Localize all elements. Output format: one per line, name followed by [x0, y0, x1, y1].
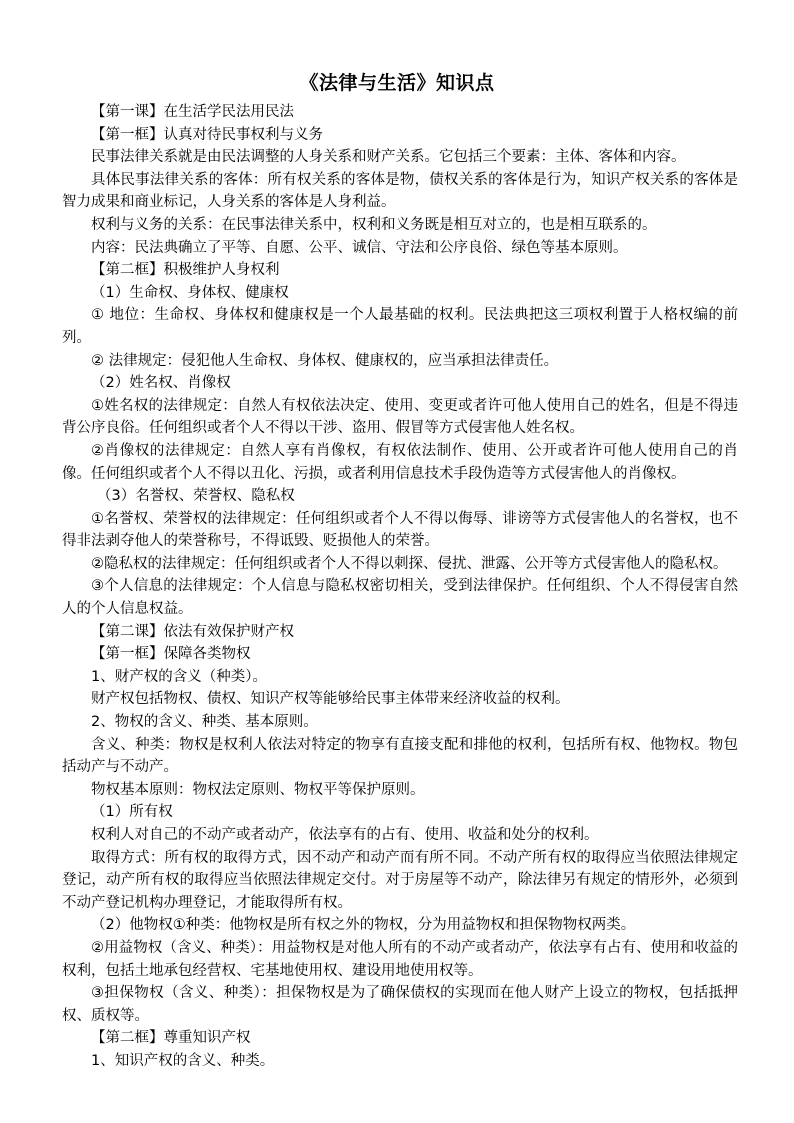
- paragraph: （2）他物权①种类：他物权是所有权之外的物权，分为用益物权和担保物物权两类。: [91, 917, 636, 934]
- paragraph: 【第二课】依法有效保护财产权: [91, 623, 294, 640]
- paragraph: 2、物权的含义、种类、基本原则。: [91, 714, 318, 731]
- paragraph: （1）所有权: [91, 804, 173, 821]
- paragraph: ① 地位：生命权、身体权和健康权是一个人最基础的权利。民法典把这三项权利置于人格权编的前列。: [62, 307, 738, 346]
- paragraph: 【第一课】在生活学民法用民法: [91, 104, 294, 120]
- paragraph: ②肖像权的法律规定：自然人享有肖像权，有权依法制作、使用、公开或者许可他人使用自己的肖像。任何组织或者个人不得以丑化、污损，或者利用信息技术手段伪造等方式侵害他人的肖像权。: [62, 442, 738, 482]
- paragraph: 物权基本原则：物权法定原则、物权平等保护原则。: [91, 781, 425, 798]
- paragraph: ② 法律规定：侵犯他人生命权、身体权、健康权的，应当承担法律责任。: [91, 352, 559, 369]
- paragraph: 含义、种类：物权是权利人依法对特定的物享有直接支配和排他的权利，包括所有权、他物权。物包括动产与不动产。: [62, 736, 738, 776]
- paragraph: 【第一框】认真对待民事权利与义务: [91, 126, 323, 143]
- paragraph: 内容：民法典确立了平等、自愿、公平、诚信、守法和公序良俗、绿色等基本原则。: [91, 239, 628, 256]
- paragraph: 权利与义务的关系：在民事法律关系中，权利和义务既是相互对立的，也是相互联系的。: [91, 216, 657, 233]
- paragraph: 具体民事法律关系的客体：所有权关系的客体是物，债权关系的客体是行为，知识产权关系的客体是智力成果和商业标记，人身关系的客体是人身利益。: [62, 171, 738, 211]
- paragraph: （2）姓名权、肖像权: [91, 375, 231, 392]
- paragraph: ③个人信息的法律规定：个人信息与隐私权密切相关，受到法律保护。任何组织、个人不得侵害自然人的个人信息权益。: [62, 578, 738, 618]
- paragraph: 民事法律关系就是由民法调整的人身关系和财产关系。它包括三个要素：主体、客体和内容。: [91, 149, 686, 166]
- paragraph: 权利人对自己的不动产或者动产，依法享有的占有、使用、收益和处分的权利。: [91, 827, 599, 843]
- paragraph: ①名誉权、荣誉权的法律规定：任何组织或者个人不得以侮辱、诽谤等方式侵害他人的名誉权，也不得非法剥夺他人的荣誉称号，不得诋毁、贬损他人的荣誉。: [62, 510, 738, 550]
- paragraph: ①姓名权的法律规定：自然人有权依法决定、使用、变更或者许可他人使用自己的姓名，但是不得违背公序良俗。任何组织或者个人不得以干涉、盗用、假冒等方式侵害他人姓名权。: [62, 397, 738, 437]
- paragraph: 1、知识产权的含义、种类。: [91, 1052, 275, 1069]
- paragraph: 【第一框】保障各类物权: [91, 646, 251, 663]
- paragraph: ②隐私权的法律规定：任何组织或者个人不得以刺探、侵扰、泄露、公开等方式侵害他人的隐私权。: [91, 555, 728, 572]
- paragraph: 1、财产权的含义（种类）。: [91, 668, 267, 685]
- paragraph: 取得方式：所有权的取得方式，因不动产和动产而有所不同。不动产所有权的取得应当依照法律规定登记，动产所有权的取得应当依照法律规定交付。对于房屋等不动产，除法律另有规定的情形外，必须到不动产登记机构办理登记，才能取得所有权。: [62, 849, 738, 911]
- document-body: [62, 101, 738, 1073]
- paragraph: 【第二框】尊重知识产权: [91, 1030, 251, 1047]
- paragraph: 财产权包括物权、债权、知识产权等能够给民事主体带来经济收益的权利。: [91, 691, 570, 708]
- paragraph: ②用益物权（含义、种类）：用益物权是对他人所有的不动产或者动产，依法享有占有、使用和收益的权利，包括土地承包经营权、宅基地使用权、建设用地使用权等。: [62, 939, 738, 979]
- page-title: 《法律与生活》知识点: [299, 72, 495, 94]
- paragraph: ③担保物权（含义、种类）：担保物权是为了确保债权的实现而在他人财产上设立的物权，包括抵押权、质权等。: [62, 985, 738, 1024]
- paragraph: （1）生命权、身体权、健康权: [91, 284, 289, 301]
- paragraph: （3）名誉权、荣誉权、隐私权: [97, 488, 295, 505]
- paragraph: 【第二框】积极维护人身权利: [91, 262, 280, 279]
